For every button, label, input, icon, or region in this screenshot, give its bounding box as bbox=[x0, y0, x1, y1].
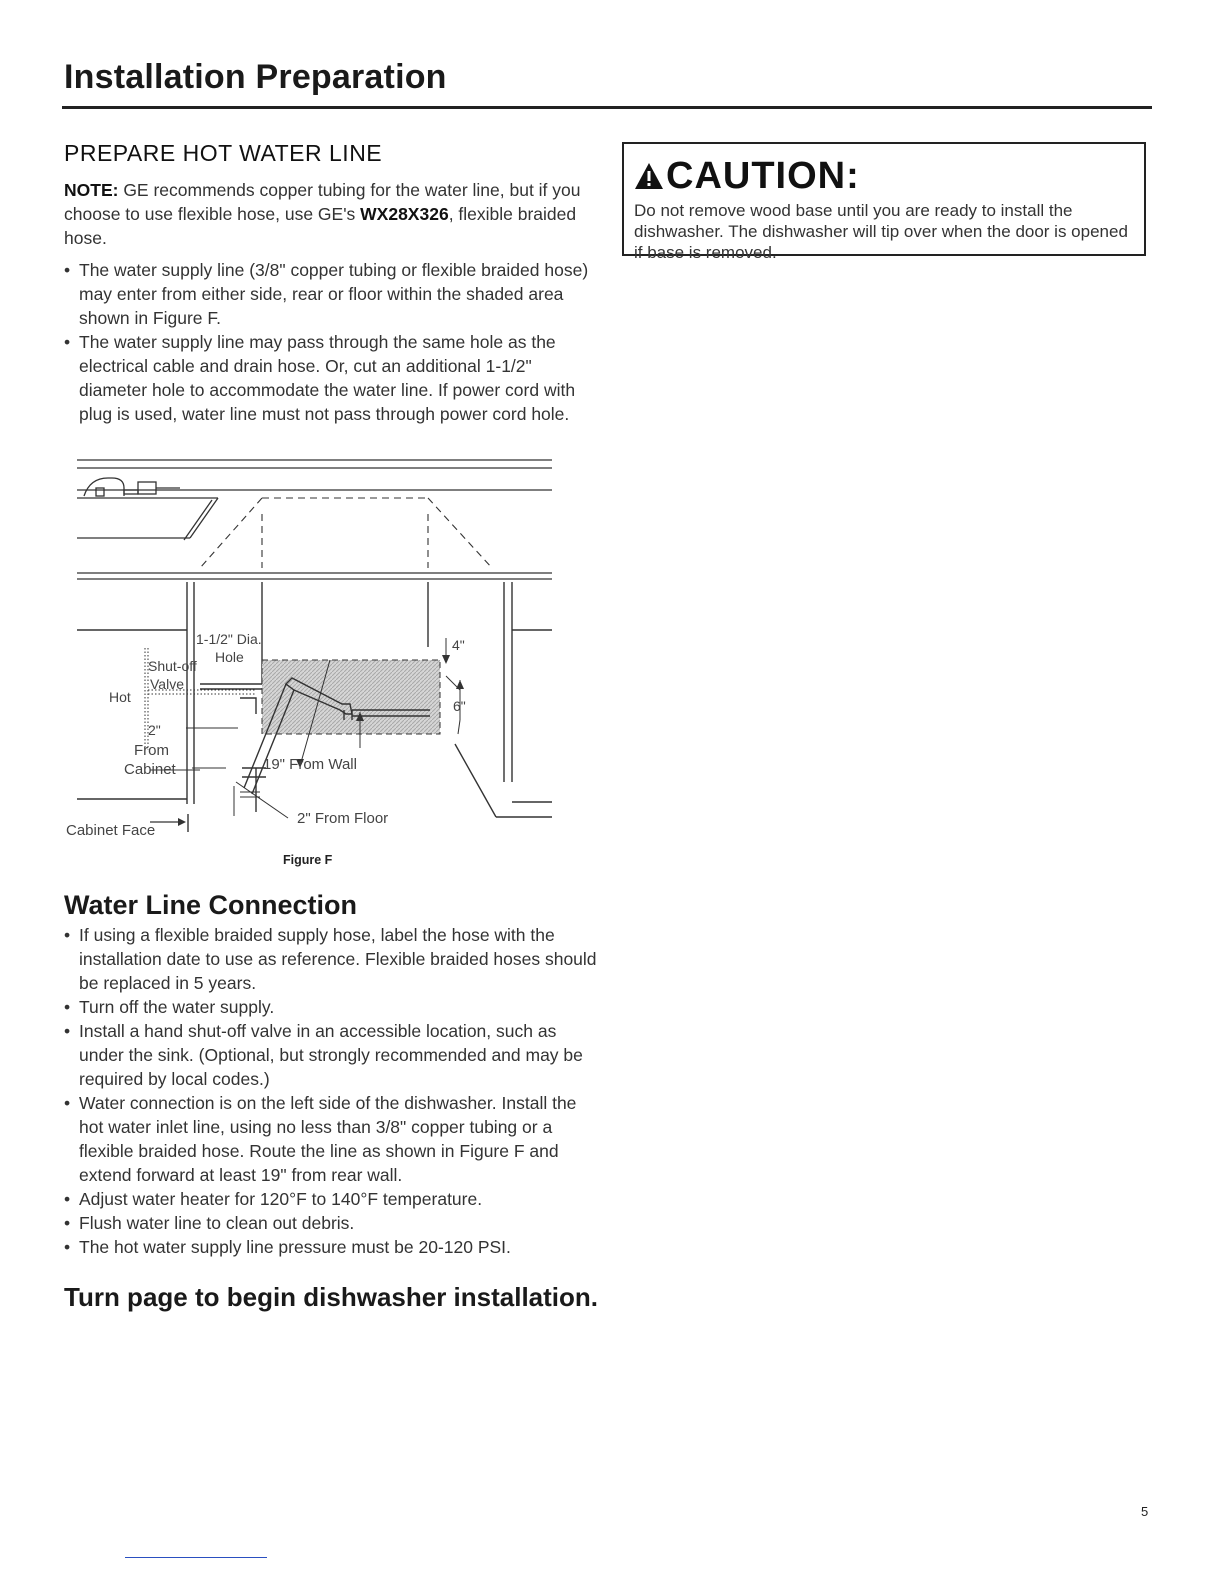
label-hot: Hot bbox=[109, 689, 131, 705]
list-item: • The hot water supply line pressure must be 20-120 PSI. bbox=[64, 1235, 604, 1259]
list-item: • Install a hand shut-off valve in an accessible location, such as under the sink. (Optional, but strongly recommended and may be required by local codes.) bbox=[64, 1019, 604, 1091]
label-four-inch: 4" bbox=[452, 637, 465, 653]
label-from: From bbox=[134, 742, 169, 759]
caution-word: CAUTION: bbox=[666, 154, 860, 197]
list-item: • Turn off the water supply. bbox=[64, 995, 604, 1019]
figure-caption: Figure F bbox=[283, 853, 333, 867]
page-number: 5 bbox=[1141, 1504, 1149, 1519]
warning-triangle-icon bbox=[634, 162, 664, 190]
list-item: • If using a flexible braided supply hose, label the hose with the installation date to use as reference. Flexible braided hoses should be replaced in 5 years. bbox=[64, 923, 604, 995]
prepare-hot-water-heading: PREPARE HOT WATER LINE bbox=[64, 140, 383, 166]
label-six-inch: 6" bbox=[453, 698, 466, 714]
prepare-bullet-list bbox=[64, 258, 604, 426]
caution-title bbox=[634, 154, 1136, 198]
figure-f-diagram bbox=[60, 452, 560, 852]
caution-text: Do not remove wood base until you are ready to install the dishwasher. The dishwasher will tip over when the door is opened if base is removed. bbox=[634, 201, 1128, 262]
label-cabinet: Cabinet bbox=[124, 761, 176, 778]
bottom-link-line bbox=[125, 1557, 267, 1558]
shaded-entry-area bbox=[262, 660, 440, 734]
list-item: • The water supply line may pass through the same hole as the electrical cable and drain hose. Or, cut an additional 1-1/2" diameter hole to accommodate the water line. If power cord with plug is used, water line must not pass through power cord hole. bbox=[64, 330, 604, 426]
label-shutoff: Shut-off bbox=[148, 658, 197, 674]
note-text-1: GE recommends copper tubing for the water line, but if you choose to use flexible hose, use GE's bbox=[64, 180, 581, 224]
note-label: NOTE: bbox=[64, 180, 119, 200]
note-paragraph bbox=[64, 178, 594, 250]
sink-icon bbox=[77, 478, 218, 540]
countertop bbox=[77, 460, 552, 579]
title-divider bbox=[62, 106, 1152, 109]
list-item: • Water connection is on the left side of the dishwasher. Install the hot water inlet line, using no less than 3/8" copper tubing or a flexible braided hose. Route the line as shown in Figure F and extend forward at least 19" from rear wall. bbox=[64, 1091, 604, 1187]
page-title: Installation Preparation bbox=[64, 58, 447, 96]
turn-page-line: Turn page to begin dishwasher installation. bbox=[64, 1282, 599, 1312]
label-hole-dia: 1-1/2" Dia. bbox=[196, 631, 262, 647]
list-item: • Adjust water heater for 120°F to 140°F temperature. bbox=[64, 1187, 604, 1211]
list-item: • The water supply line (3/8" copper tubing or flexible braided hose) may enter from either side, rear or floor within the shaded area shown in Figure F. bbox=[64, 258, 604, 330]
label-hole: Hole bbox=[215, 649, 244, 665]
caution-box bbox=[622, 142, 1146, 262]
note-part-number: WX28X326 bbox=[360, 204, 449, 224]
label-from-floor: 2" From Floor bbox=[297, 810, 389, 827]
water-line-bullet-list bbox=[64, 923, 604, 1259]
label-valve: Valve bbox=[150, 676, 184, 692]
note-text-2: , flexible braided hose. bbox=[64, 204, 577, 248]
label-cabinet-face: Cabinet Face bbox=[66, 822, 156, 839]
list-item: • Flush water line to clean out debris. bbox=[64, 1211, 604, 1235]
dishwasher-outline bbox=[200, 498, 492, 568]
label-two-inch: 2" bbox=[148, 722, 161, 738]
label-from-wall: 19" From Wall bbox=[263, 756, 357, 773]
water-line-heading: Water Line Connection bbox=[64, 890, 358, 920]
